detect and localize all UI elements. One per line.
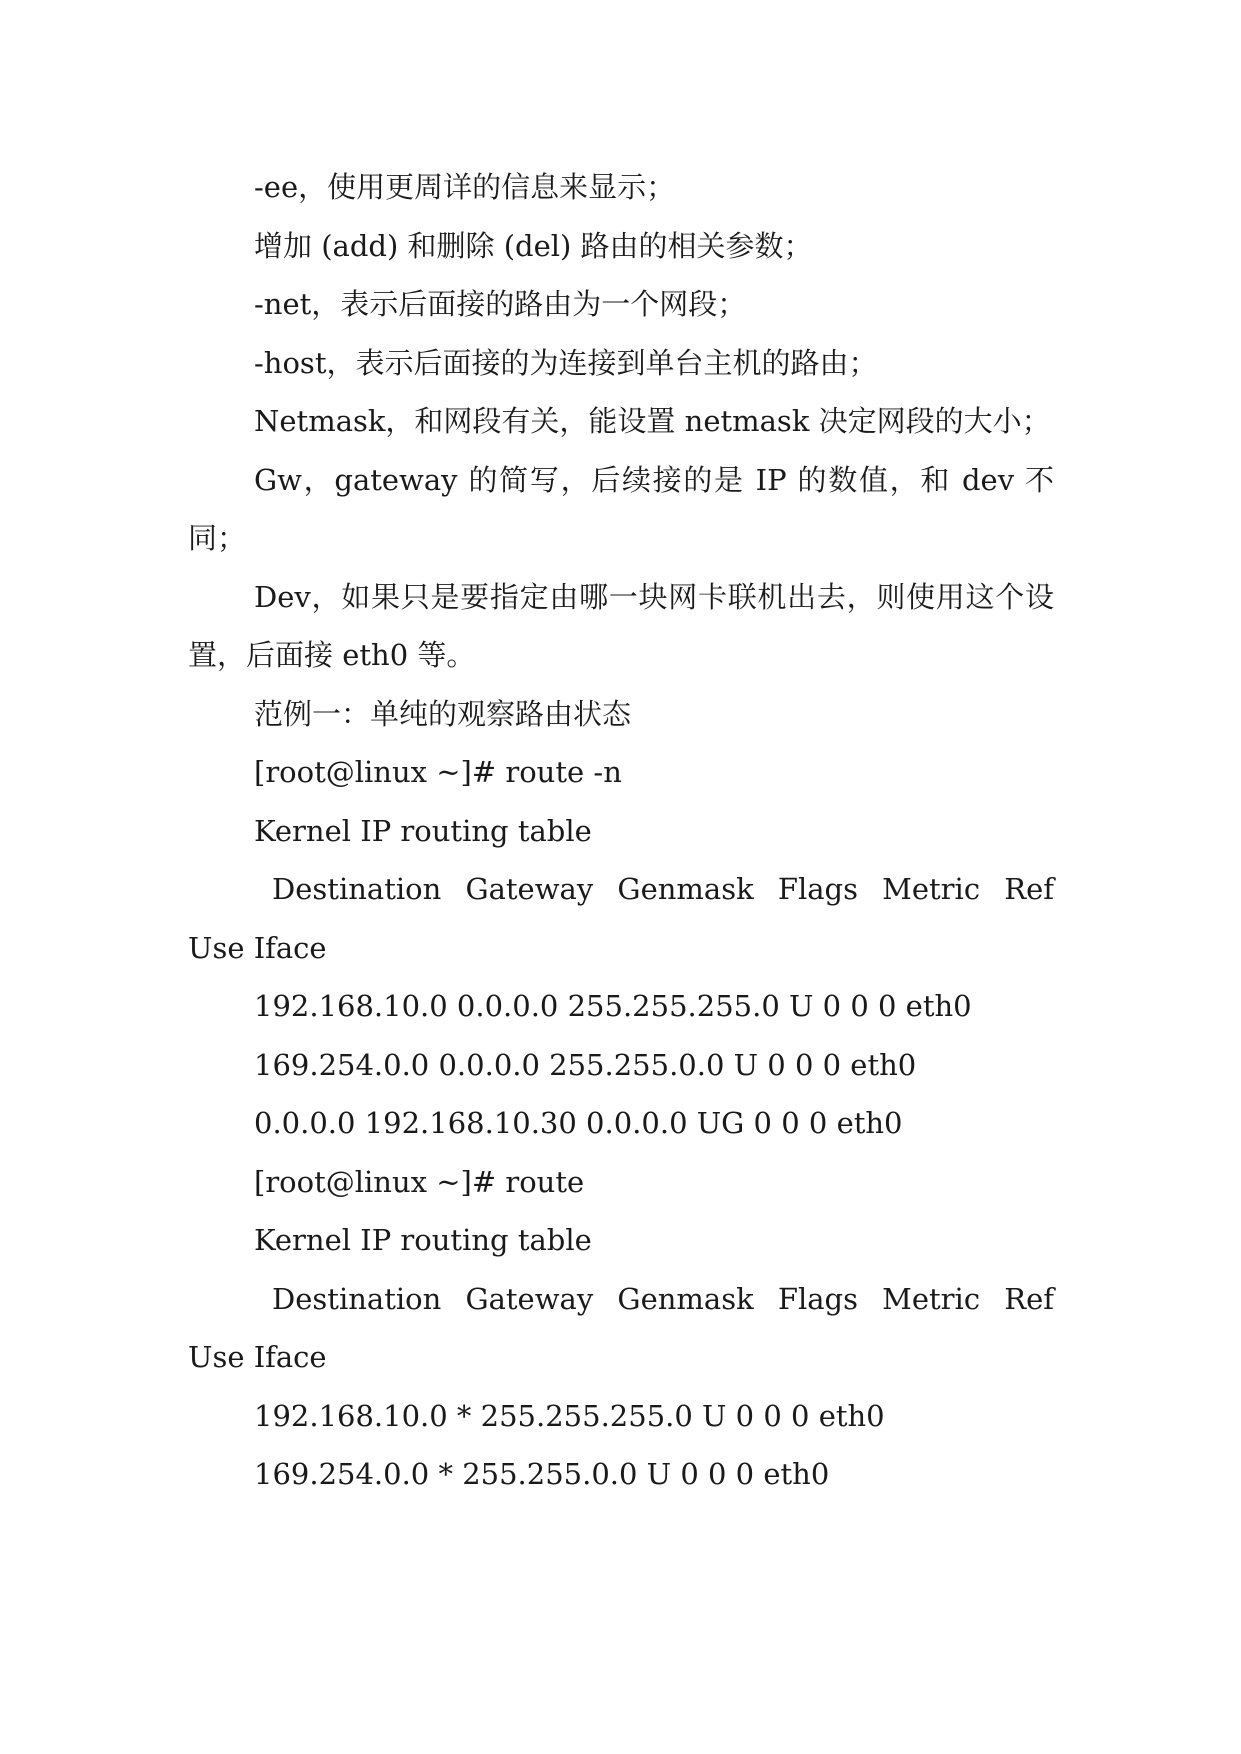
command-route-n: [root@linux ~]# route -n [254,755,622,789]
routing-table-row: 0.0.0.0 192.168.10.30 0.0.0.0 UG 0 0 0 eth0 [254,1106,903,1140]
routing-table-header: Destination Gateway Genmask Flags Metric Ref Use Iface [188,872,1064,965]
example-heading: 范例一：单纯的观察路由状态 [254,696,632,731]
routing-table-row: 169.254.0.0 * 255.255.0.0 U 0 0 0 eth0 [254,1457,830,1491]
paragraph-dev: Dev，如果只是要指定由哪一块网卡联机出去，则使用这个设置，后面接 eth0 等。 [188,579,1054,672]
paragraph-net-option: -net，表示后面接的路由为一个网段； [254,287,747,321]
paragraph-add-del: 增加 (add) 和删除 (del) 路由的相关参数； [254,228,813,263]
routing-table-row: 169.254.0.0 0.0.0.0 255.255.0.0 U 0 0 0 eth0 [254,1047,917,1082]
routing-table-title: Kernel IP routing table [254,1223,592,1257]
routing-table-row: 192.168.10.0 0.0.0.0 255.255.255.0 U 0 0 0 eth0 [254,989,972,1023]
routing-table-title: Kernel IP routing table [254,813,592,848]
routing-table-row: 192.168.10.0 * 255.255.255.0 U 0 0 0 eth0 [254,1398,885,1433]
paragraph-gateway: Gw，gateway 的简写，后续接的是 IP 的数值，和 dev 不同； [188,462,1054,555]
command-route: [root@linux ~]# route [254,1164,585,1199]
routing-table-header: Destination Gateway Genmask Flags Metric Ref Use Iface [188,1281,1064,1374]
paragraph-netmask: Netmask，和网段有关，能设置 netmask 决定网段的大小； [254,404,1051,438]
paragraph-host-option: -host，表示后面接的为连接到单台主机的路由； [254,345,878,380]
document-body [188,158,1064,1504]
paragraph-ee-option: -ee，使用更周详的信息来显示； [254,170,676,204]
